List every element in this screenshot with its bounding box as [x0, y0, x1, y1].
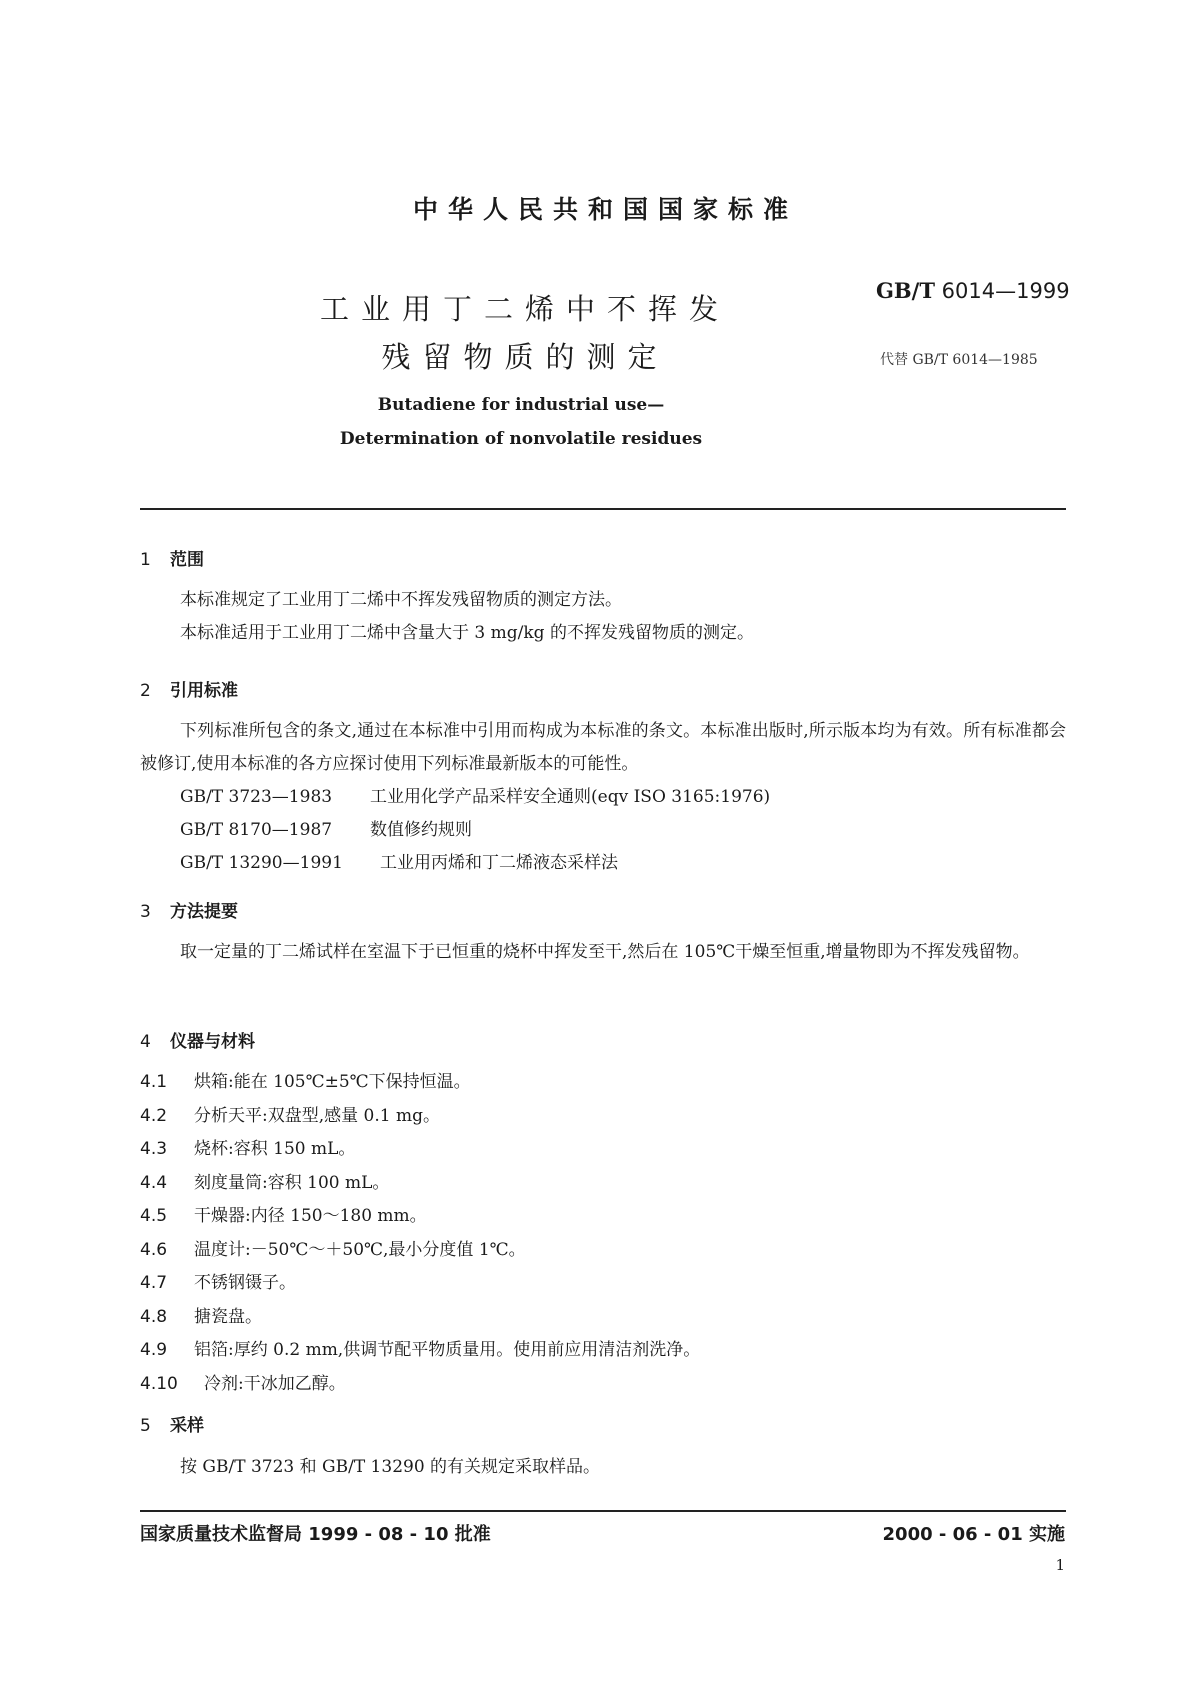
- standard-number: [876, 278, 1070, 303]
- header-divider: [140, 508, 1066, 510]
- equipment-list: [140, 1066, 700, 1401]
- section-4-heading: [140, 1027, 255, 1052]
- gb-prefix: GB/T: [876, 278, 935, 303]
- section-title: 采样: [170, 1416, 204, 1436]
- paragraph: 本标准适用于工业用丁二烯中含量大于 3 mg/kg 的不挥发残留物质的测定。: [180, 623, 754, 643]
- section-title: 仪器与材料: [170, 1032, 255, 1052]
- section-number: 1: [140, 550, 151, 570]
- section-number: 3: [140, 902, 151, 922]
- paragraph: 下列标准所包含的条文,通过在本标准中引用而构成为本标准的条文。本标准出版时,所示版本均为有效。所有标准都会被修订,使用本标准的各方应探讨使用下列标准最新版本的可能性。: [140, 721, 1066, 774]
- section-3-body: [140, 936, 1066, 969]
- list-item: 4.6 温度计:－50℃～＋50℃,最小分度值 1℃。: [140, 1239, 526, 1260]
- section-title: 方法提要: [170, 902, 238, 922]
- national-standard-heading: 中华人民共和国国家标准: [412, 195, 798, 224]
- page-number: 1: [1055, 1556, 1065, 1574]
- list-item: 4.4 刻度量筒:容积 100 mL。: [140, 1172, 390, 1193]
- title-en-line1: Butadiene for industrial use—: [377, 395, 665, 415]
- document-title-en: [0, 388, 1042, 456]
- replaces-note: 代替 GB/T 6014—1985: [880, 352, 1038, 368]
- gb-number: 6014—1999: [941, 279, 1070, 303]
- section-3-heading: [140, 897, 238, 922]
- list-item: 4.9 铝箔:厚约 0.2 mm,供调节配平物质量用。使用前应用清洁剂洗净。: [140, 1340, 701, 1360]
- section-title: 范围: [170, 550, 204, 570]
- footer-divider: [140, 1510, 1066, 1512]
- list-item: 4.1 烘箱:能在 105℃±5℃下保持恒温。: [140, 1072, 471, 1092]
- title-zh-line2: 残留物质的测定: [381, 340, 669, 374]
- section-2-body: [140, 715, 1066, 781]
- title-en-line2: Determination of nonvolatile residues: [339, 429, 703, 449]
- reference-item: GB/T 8170—1987 数值修约规则: [180, 820, 472, 840]
- section-1-heading: [140, 545, 204, 570]
- title-zh-line1: 工业用丁二烯中不挥发: [319, 292, 730, 326]
- implementation-date: 2000 - 06 - 01 实施: [882, 1524, 1065, 1545]
- section-number: 5: [140, 1416, 151, 1436]
- paragraph: 本标准规定了工业用丁二烯中不挥发残留物质的测定方法。: [180, 590, 622, 610]
- section-5-body: [140, 1451, 1066, 1484]
- list-item: 4.5 干燥器:内径 150～180 mm。: [140, 1206, 427, 1226]
- section-number: 4: [140, 1032, 151, 1052]
- paragraph: 取一定量的丁二烯试样在室温下于已恒重的烧杯中挥发至干,然后在 105℃干燥至恒重,增量物即为不挥发残留物。: [180, 942, 1030, 962]
- section-2-heading: [140, 676, 238, 701]
- list-item: 4.2 分析天平:双盘型,感量 0.1 mg。: [140, 1105, 440, 1126]
- section-title: 引用标准: [170, 681, 238, 701]
- section-1-body: [140, 584, 1066, 650]
- paragraph: 按 GB/T 3723 和 GB/T 13290 的有关规定采取样品。: [180, 1457, 601, 1477]
- list-item: 4.3 烧杯:容积 150 mL。: [140, 1139, 356, 1159]
- reference-item: GB/T 3723—1983 工业用化学产品采样安全通则(eqv ISO 3165:1976): [180, 787, 771, 807]
- reference-list: [180, 781, 770, 880]
- list-item: 4.7 不锈钢镊子。: [140, 1273, 296, 1293]
- reference-item: GB/T 13290—1991 工业用丙烯和丁二烯液态采样法: [180, 853, 618, 873]
- section-5-heading: [140, 1411, 204, 1436]
- approval-date: 国家质量技术监督局 1999 - 08 - 10 批准: [140, 1524, 491, 1545]
- list-item: 4.8 搪瓷盘。: [140, 1306, 262, 1327]
- list-item: 4.10 冷剂:干冰加乙醇。: [140, 1373, 346, 1394]
- section-number: 2: [140, 681, 151, 701]
